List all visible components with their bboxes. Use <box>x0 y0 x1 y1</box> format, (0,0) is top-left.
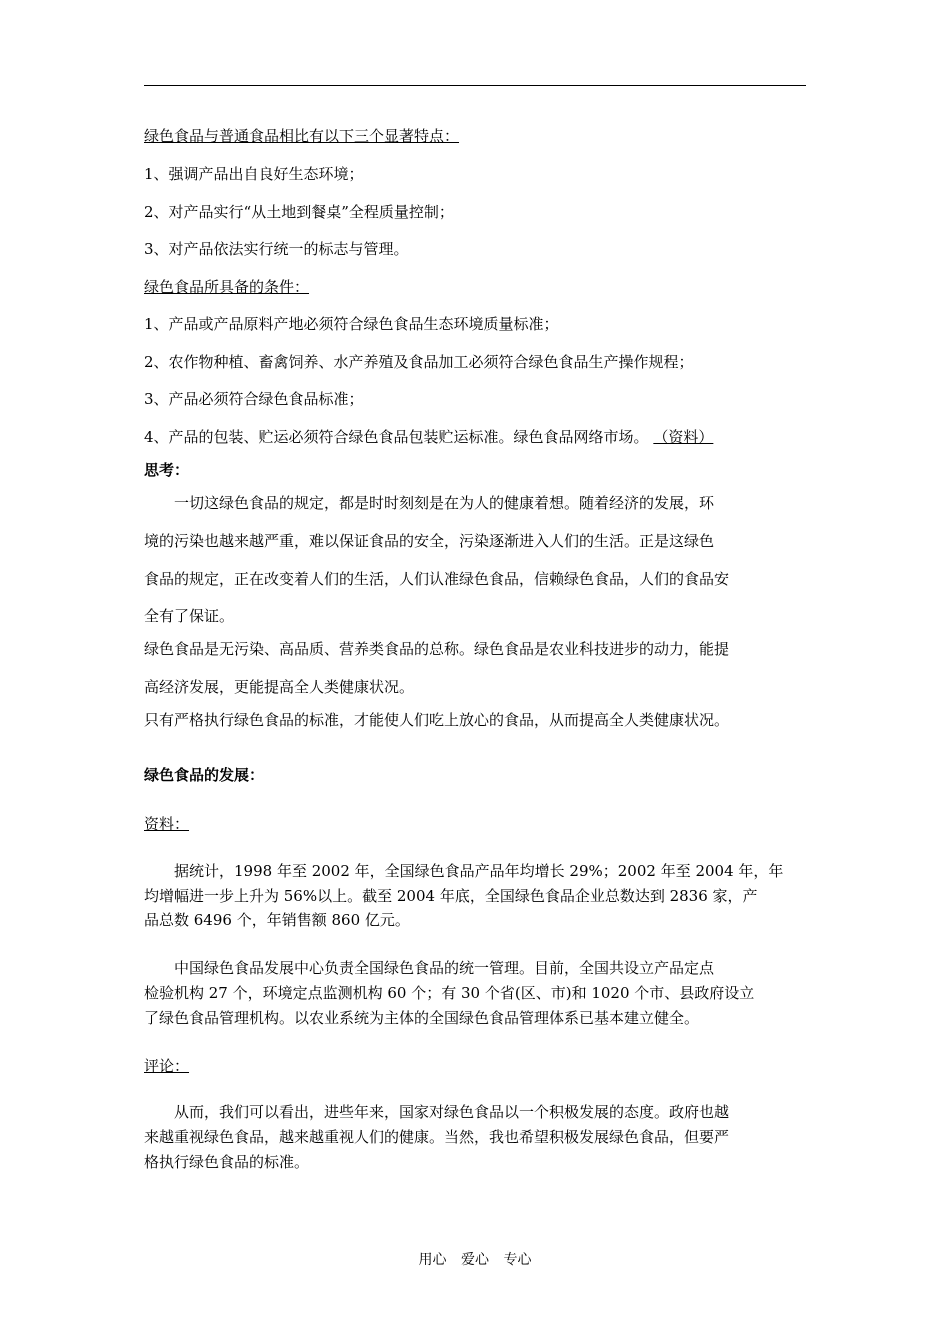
development-para2-line-2: 检验机构 27 个，环境定点监测机构 60 个；有 30 个省(区、市)和 1020 个市、县政府设立 <box>144 984 755 1002</box>
thinking-heading: 思考： <box>144 461 190 479</box>
thinking-p3: 只有严格执行绿色食品的标准，才能使人们吃上放心的食品，从而提高全人类健康状况。 <box>144 711 730 729</box>
thinking-p1-line-1: 一切这绿色食品的规定，都是时时刻刻是在为人的健康着想。随着经济的发展，环 <box>144 494 715 512</box>
development-heading: 绿色食品的发展： <box>144 766 265 784</box>
section1-item-3: 3、对产品依法实行统一的标志与管理。 <box>144 240 409 258</box>
page-footer: 用心 爱心 专心 <box>418 1252 532 1268</box>
development-para3-line-2: 来越重视绿色食品，越来越重视人们的健康。当然，我也希望积极发展绿色食品，但要严 <box>144 1128 730 1146</box>
section1-heading: 绿色食品与普通食品相比有以下三个显著特点： <box>144 127 460 145</box>
comment-label: 评论： <box>144 1057 190 1075</box>
material-label: 资料： <box>144 815 190 833</box>
section2-heading: 绿色食品所具备的条件： <box>144 278 310 296</box>
section2-item-4-text: 4、产品的包装、贮运必须符合绿色食品包装贮运标准。绿色食品网络市场。 <box>144 428 649 446</box>
thinking-p1-line-2: 境的污染也越来越严重，难以保证食品的安全，污染逐渐进入人们的生活。正是这绿色 <box>144 532 715 550</box>
section2-item-4 <box>144 427 713 447</box>
development-para3-line-3: 格执行绿色食品的标准。 <box>144 1153 310 1171</box>
development-para1-line-1: 据统计，1998 年至 2002 年，全国绿色食品产品年均增长 29%；2002 年至 2004 年，年 <box>144 862 784 880</box>
thinking-p1-line-3: 食品的规定，正在改变着人们的生活，人们认准绿色食品，信赖绿色食品，人们的食品安 <box>144 570 730 588</box>
section2-item-2: 2、农作物种植、畜禽饲养、水产养殖及食品加工必须符合绿色食品生产操作规程； <box>144 353 694 371</box>
thinking-p2-line-2: 高经济发展，更能提高全人类健康状况。 <box>144 678 415 696</box>
development-para1-line-3: 品总数 6496 个，年销售额 860 亿元。 <box>144 911 410 929</box>
section2-item-3: 3、产品必须符合绿色食品标准； <box>144 390 364 408</box>
header-rule <box>144 85 806 86</box>
development-para2-line-3: 了绿色食品管理机构。以农业系统为主体的全国绿色食品管理体系已基本建立健全。 <box>144 1009 700 1027</box>
resource-link[interactable]: （资料） <box>653 428 714 446</box>
thinking-p2-line-1: 绿色食品是无污染、高品质、营养类食品的总称。绿色食品是农业科技进步的动力，能提 <box>144 640 730 658</box>
thinking-p1-line-4: 全有了保证。 <box>144 607 235 625</box>
section1-item-1: 1、强调产品出自良好生态环境； <box>144 165 364 183</box>
development-para2-line-1: 中国绿色食品发展中心负责全国绿色食品的统一管理。目前，全国共设立产品定点 <box>144 959 715 977</box>
development-para3-line-1: 从而，我们可以看出，进些年来，国家对绿色食品以一个积极发展的态度。政府也越 <box>144 1103 730 1121</box>
development-para1-line-2: 均增幅进一步上升为 56%以上。截至 2004 年底，全国绿色食品企业总数达到 2836 家，产 <box>144 887 758 905</box>
section1-item-2: 2、对产品实行“从土地到餐桌”全程质量控制； <box>144 203 454 221</box>
section2-item-1: 1、产品或产品原料产地必须符合绿色食品生态环境质量标准； <box>144 315 559 333</box>
